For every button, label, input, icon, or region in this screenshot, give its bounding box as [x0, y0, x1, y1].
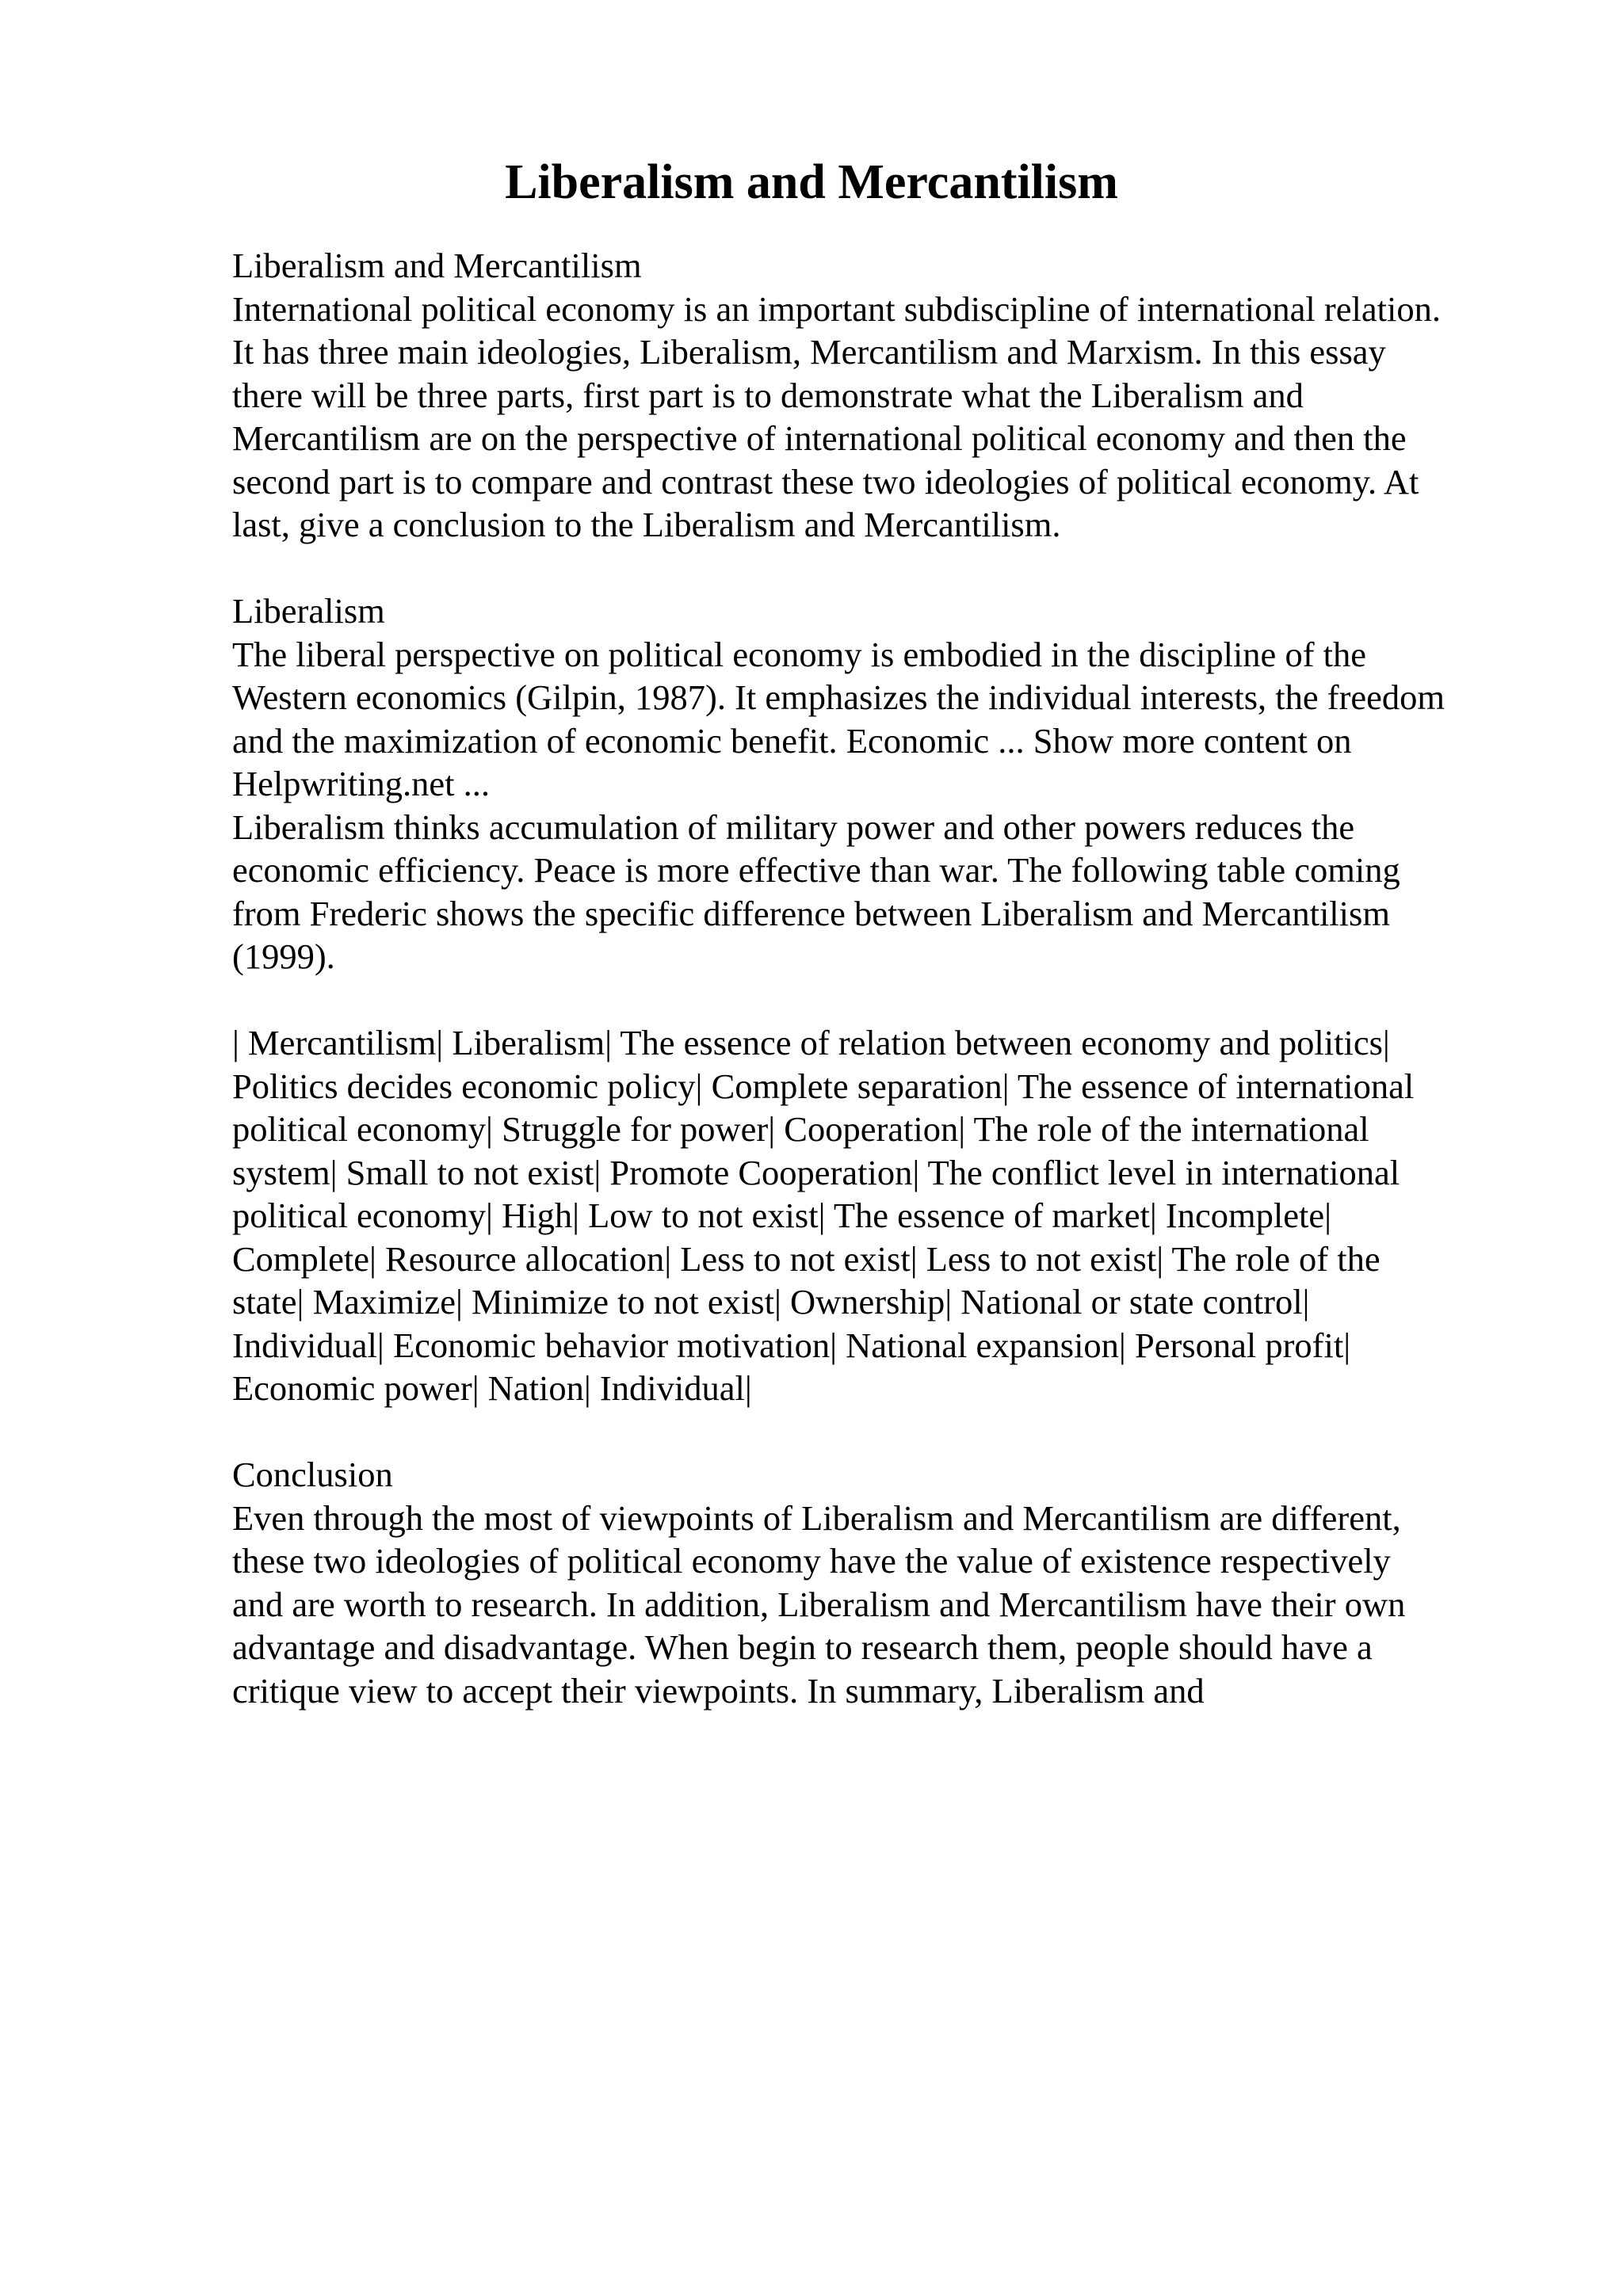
intro-line: last, give a conclusion to the Liberalism and Mercantilism. [232, 505, 1061, 544]
paragraph-gap [232, 547, 1611, 590]
table-text-line: Complete| Resource allocation| Less to not exist| Less to not exist| The role of the [232, 1238, 1381, 1279]
table-text-line: political economy| High| Low to not exist| The essence of market| Incomplete| [232, 1196, 1331, 1235]
conclusion-line: Even through the most of viewpoints of Liberalism and Mercantilism are different, [232, 1497, 1401, 1538]
document-body [232, 244, 1611, 1712]
intro-line: there will be three parts, first part is to demonstrate what the Liberalism and [232, 375, 1304, 415]
liberalism-line: Liberalism thinks accumulation of military power and other powers reduces the [232, 807, 1355, 847]
liberalism-line: (1999). [232, 936, 335, 976]
table-text-line: Economic power| Nation| Individual| [232, 1368, 752, 1408]
table-text-line: political economy| Struggle for power| Cooperation| The role of the international [232, 1109, 1369, 1149]
liberalism-line: from Frederic shows the specific difference between Liberalism and Mercantilism [232, 893, 1390, 933]
intro-line: Mercantilism are on the perspective of international political economy and then the [232, 418, 1407, 458]
conclusion-line: and are worth to research. In addition, Liberalism and Mercantilism have their own [232, 1584, 1406, 1624]
conclusion-line: these two ideologies of political economy have the value of existence respectively [232, 1541, 1391, 1581]
conclusion-line: Conclusion [232, 1455, 393, 1494]
table-text-line: Individual| Economic behavior motivation| National expansion| Personal profit| [232, 1325, 1351, 1365]
intro-line: International political economy is an important subdiscipline of international relation. [232, 288, 1441, 329]
paragraph-gap [232, 978, 1611, 1022]
paragraph-gap [232, 1410, 1611, 1454]
intro-line: second part is to compare and contrast these two ideologies of political economy. At [232, 461, 1419, 502]
intro-line: Liberalism and Mercantilism [232, 246, 642, 285]
liberalism-line: Western economics (Gilpin, 1987). It emphasizes the individual interests, the freedom [232, 677, 1445, 717]
table-text-line: state| Maximize| Minimize to not exist| Ownership| National or state control| [232, 1282, 1310, 1322]
table-text-line: Politics decides economic policy| Complete separation| The essence of international [232, 1066, 1415, 1106]
table-text-line: | Mercantilism| Liberalism| The essence of relation between economy and politics| [232, 1023, 1390, 1062]
conclusion-line: advantage and disadvantage. When begin to research them, people should have a [232, 1627, 1373, 1667]
liberalism-line: and the maximization of economic benefit. Economic ... Show more content on [232, 720, 1352, 761]
liberalism-line: Liberalism [232, 591, 385, 631]
intro-line: It has three main ideologies, Liberalism, Mercantilism and Marxism. In this essay [232, 332, 1386, 372]
liberalism-line: The liberal perspective on political economy is embodied in the discipline of the [232, 634, 1366, 674]
liberalism-line: Helpwriting.net ... [232, 764, 491, 803]
table-text-line: system| Small to not exist| Promote Cooperation| The conflict level in international [232, 1152, 1400, 1192]
liberalism-line: economic efficiency. Peace is more effective than war. The following table coming [232, 850, 1400, 890]
document-title: Liberalism and Mercantilism [505, 155, 1118, 209]
conclusion-line: critique view to accept their viewpoints. In summary, Liberalism and [232, 1670, 1205, 1711]
